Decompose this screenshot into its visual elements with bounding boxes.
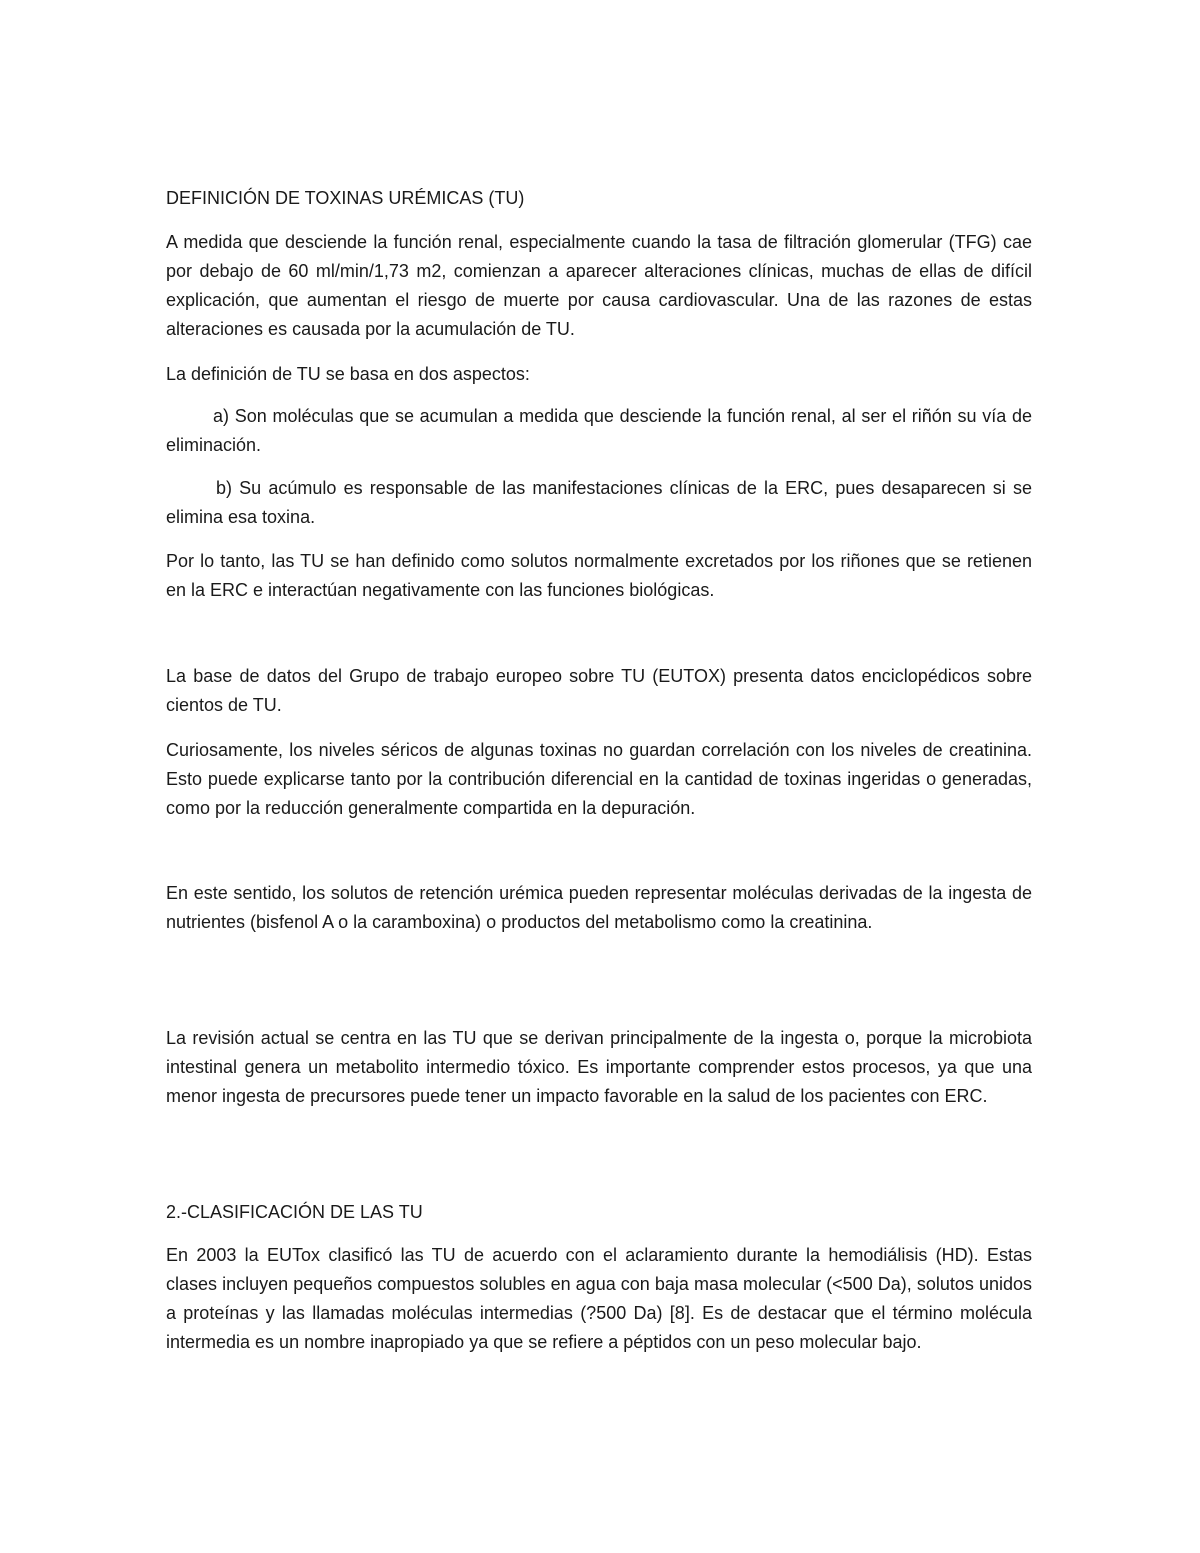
paragraph-current-review: La revisión actual se centra en las TU que se derivan principalmente de la ingesta o, porque la microbiota intestinal genera un metabolito intermedio tóxico. Es importante comprender estos procesos, ya que una menor ingesta de precursores puede tener un impacto favorable en la salud de los pacientes con ERC. [166, 1028, 1032, 1106]
section-heading-classification: 2.-CLASIFICACIÓN DE LAS TU [166, 1202, 423, 1222]
paragraph-serum-levels: Curiosamente, los niveles séricos de algunas toxinas no guardan correlación con los niveles de creatinina. Esto puede explicarse tanto por la contribución diferencial en la cantidad de toxinas ingeridas o generadas, como por la reducción generalmente compartida en la depuración. [166, 740, 1032, 818]
section-heading-definition: DEFINICIÓN DE TOXINAS URÉMICAS (TU) [166, 188, 525, 208]
paragraph-retention-solutes: En este sentido, los solutos de retención urémica pueden representar moléculas derivadas de la ingesta de nutrientes (bisfenol A o la caramboxina) o productos del metabolismo como la creatinina. [166, 883, 1032, 932]
paragraph-definition-basis: La definición de TU se basa en dos aspectos: [166, 364, 530, 384]
paragraph-intro: A medida que desciende la función renal, especialmente cuando la tasa de filtración glomerular (TFG) cae por debajo de 60 ml/min/1,73 m2, comienzan a aparecer alteraciones clínicas, muchas de ellas de difícil explicación, que aumentan el riesgo de muerte por causa cardiovascular. Una de las razones de estas alteraciones es causada por la acumulación de TU. [166, 232, 1032, 339]
paragraph-classification: En 2003 la EUTox clasificó las TU de acuerdo con el aclaramiento durante la hemodiálisis (HD). Estas clases incluyen pequeños compuestos solubles en agua con baja masa molecular (<500 Da), solutos unidos a proteínas y las llamadas moléculas intermedias (?500 Da) [8]. Es de destacar que el término molécula intermedia es un nombre inapropiado ya que se refiere a péptidos con un peso molecular bajo. [166, 1245, 1032, 1352]
paragraph-eutox-database: La base de datos del Grupo de trabajo europeo sobre TU (EUTOX) presenta datos enciclopédicos sobre cientos de TU. [166, 666, 1032, 715]
paragraph-tu-definition: Por lo tanto, las TU se han definido como solutos normalmente excretados por los riñones que se retienen en la ERC e interactúan negativamente con las funciones biológicas. [166, 551, 1032, 600]
list-item-b: b) Su acúmulo es responsable de las manifestaciones clínicas de la ERC, pues desaparecen si se elimina esa toxina. [166, 478, 1032, 527]
list-item-a: a) Son moléculas que se acumulan a medida que desciende la función renal, al ser el riñón su vía de eliminación. [166, 406, 1032, 455]
